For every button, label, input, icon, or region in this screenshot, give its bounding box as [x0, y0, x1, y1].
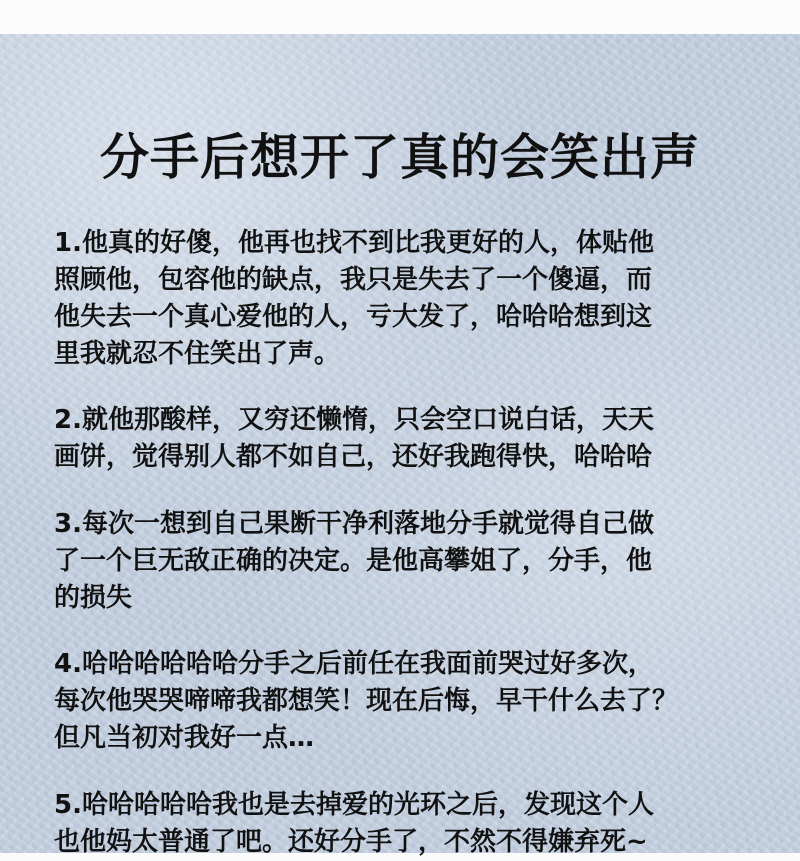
paragraph-4	[54, 646, 754, 757]
paragraph-3	[54, 506, 754, 617]
paragraph-line: 画饼，觉得别人都不如自己，还好我跑得快，哈哈哈	[54, 442, 653, 472]
paragraph-line: 3.每次一想到自己果断干净利落地分手就觉得自己做	[54, 509, 654, 539]
paragraph-1	[54, 225, 754, 373]
top-margin	[0, 0, 800, 34]
paragraph-line: 也他妈太普通了吧。还好分手了，不然不得嫌弃死~	[54, 827, 648, 857]
paragraph-2	[54, 402, 754, 476]
paragraph-line: 但凡当初对我好一点…	[54, 723, 315, 753]
paragraph-line: 1.他真的好傻，他再也找不到比我更好的人，体贴他	[54, 228, 654, 258]
paragraph-line: 他失去一个真心爱他的人，亏大发了，哈哈哈想到这	[54, 302, 653, 332]
paragraph-line: 里我就忍不住笑出了声。	[54, 339, 341, 369]
paragraph-line: 每次他哭哭啼啼我都想笑！现在后悔，早干什么去了？	[54, 686, 679, 716]
paragraph-line: 5.哈哈哈哈哈我也是去掉爱的光环之后，发现这个人	[54, 790, 654, 820]
paragraph-line: 2.就他那酸样，又穷还懒惰，只会空口说白话，天天	[54, 405, 654, 435]
paragraph-line: 照顾他，包容他的缺点，我只是失去了一个傻逼，而	[54, 265, 653, 295]
paragraph-5	[54, 787, 754, 861]
paragraph-line: 4.哈哈哈哈哈哈分手之后前任在我面前哭过好多次，	[54, 649, 654, 679]
page-title: 分手后想开了真的会笑出声	[99, 129, 700, 186]
paragraph-line: 的损失	[54, 583, 133, 613]
paragraph-line: 了一个巨无敌正确的决定。是他高攀姐了，分手，他	[54, 546, 653, 576]
